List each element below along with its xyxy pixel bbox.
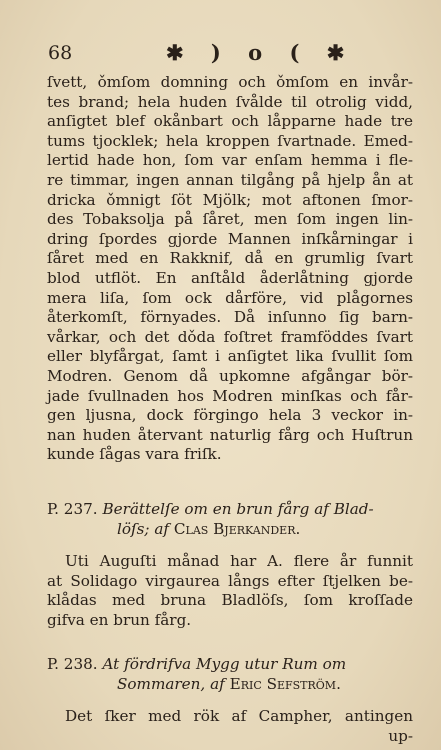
section-body-p238 bbox=[47, 707, 413, 746]
section-title: Berättelſe om en brun fårg af Blad- bbox=[102, 500, 374, 518]
section-heading-p237 bbox=[47, 500, 413, 539]
page-number: 68 bbox=[48, 42, 73, 64]
text-line: lertid hade hon, ſom var enſam hemma i fle- bbox=[47, 151, 413, 170]
section-title: At fördrifva Mygg utur Rum om bbox=[102, 655, 347, 673]
paragraph-continued bbox=[47, 73, 413, 465]
section-label: P. 238. bbox=[47, 655, 98, 673]
text-line: des Tobaksolja på ſåret, men ſom ingen lin- bbox=[47, 210, 413, 229]
text-line: anſigtet blef okånbart och låpparne hade tre bbox=[47, 112, 413, 131]
text-line: återkomſt, förnyades. Då inſunno ſig barn- bbox=[47, 308, 413, 327]
text-line: eller blyfårgat, ſamt i anſigtet lika ſvullit ſom bbox=[47, 347, 413, 366]
text-line: nan huden återvant naturlig fårg och Huſtrun bbox=[47, 425, 413, 444]
section-heading-p238 bbox=[47, 655, 413, 694]
text-line: jade ſvullnaden hos Modren minſkas och får- bbox=[47, 386, 413, 405]
text-line: Modren. Genom då upkomne afgångar bör- bbox=[47, 366, 413, 385]
text-line: mera liſa, ſom ock dårföre, vid plågornes bbox=[47, 288, 413, 307]
text-line: kunde ſågas vara friſk. bbox=[47, 445, 222, 464]
text-line: ſvett, ǒmſom domning och ǒmſom en invår- bbox=[47, 73, 413, 91]
section-title-cont: Sommaren, bbox=[117, 674, 206, 693]
text-line: re timmar, ingen annan tilgång på hjelp ån at bbox=[47, 170, 413, 189]
text-line: klådas med bruna Bladlöſs, ſom kroſſade bbox=[47, 591, 413, 610]
text-line: tums tjocklek; hela kroppen ſvartnade. Emed- bbox=[47, 131, 413, 150]
section-heading-line-2 bbox=[47, 675, 413, 695]
text-line: blod utflöt. En anſtåld åderlåtning gjorde bbox=[47, 268, 413, 287]
section-af: af bbox=[210, 674, 225, 693]
text-line: ſåret med en Rakknif, då en grumlig ſvart bbox=[47, 249, 413, 268]
section-title-cont: löſs; bbox=[117, 519, 150, 538]
section-af: af bbox=[154, 519, 170, 538]
section-author: Clas Bjerkander. bbox=[173, 519, 301, 538]
section-heading-line-1 bbox=[47, 655, 413, 675]
text-line: dricka ǒmnigt ſöt Mjölk; mot aftonen ſmor- bbox=[47, 190, 413, 209]
text-line: vårkar, och det dǒda foſtret framföddes ſvart bbox=[47, 327, 413, 346]
text-line: gen ljusna, dock förgingo hela 3 veckor in- bbox=[47, 406, 413, 425]
section-heading-line-2 bbox=[47, 520, 413, 540]
header-ornament: ✱ ) o ( ✱ bbox=[166, 40, 355, 65]
page-header bbox=[48, 42, 418, 70]
section-heading-line-1 bbox=[47, 500, 413, 520]
section-author: Eric Sefström. bbox=[229, 674, 341, 693]
text-line: gifva en brun fårg. bbox=[47, 610, 192, 629]
text-line: Det ſker med rök af Campher, antingen bbox=[65, 707, 413, 725]
text-line: tes brand; hela huden ſvålde til otrolig vidd, bbox=[47, 92, 413, 111]
text-line: up- bbox=[388, 726, 413, 745]
section-body-p237 bbox=[47, 552, 413, 630]
text-line: Uti Auguſti månad har A. flere år funnit bbox=[65, 552, 413, 570]
text-line: at Solidago virgaurea långs efter ſtjelken be- bbox=[47, 571, 413, 590]
text-line: dring ſpordes gjorde Mannen inſkårningar i bbox=[47, 229, 413, 248]
section-label: P. 237. bbox=[47, 500, 98, 518]
